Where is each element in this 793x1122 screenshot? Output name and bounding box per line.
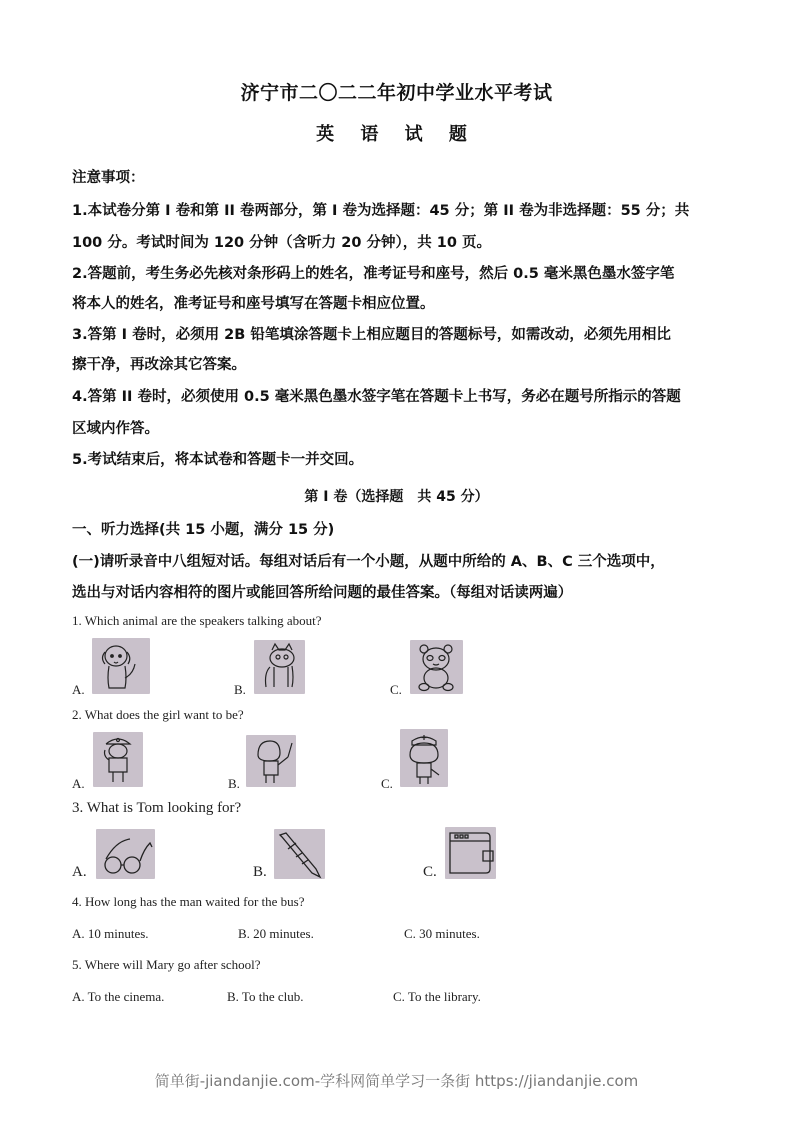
question-5-text: 5. Where will Mary go after school? <box>72 957 261 972</box>
option-label: C. <box>381 776 393 791</box>
option-label: A. 10 minutes. <box>72 926 149 941</box>
option-label: A. <box>72 776 85 791</box>
footer-watermark: 简单街-jiandanjie.com-学科网简单学习一条街 https://jiandanjie.com <box>154 1072 639 1090</box>
question-1-text: 1. Which animal are the speakers talking about? <box>72 613 322 628</box>
pen-icon[interactable] <box>274 829 325 879</box>
exam-subtitle: 英 语 试 题 <box>316 124 477 145</box>
option-label: B. <box>228 776 240 791</box>
option-label: B. To the club. <box>227 989 304 1004</box>
option-label: C. <box>423 864 437 880</box>
notice-line: 擦干净，再改涂其它答案。 <box>72 357 246 373</box>
option-label: A. To the cinema. <box>72 989 165 1004</box>
exam-title: 济宁市二〇二二年初中学业水平考试 <box>240 82 553 104</box>
notice-line: 区域内作答。 <box>72 421 159 437</box>
panda-icon[interactable] <box>410 640 463 694</box>
instruction-line: (一)请听录音中八组短对话。每组对话后有一个小题，从题中所给的 A、B、C 三个选项中， <box>72 554 665 570</box>
glasses-icon[interactable] <box>96 829 155 879</box>
notice-line: 3.答第 I 卷时，必须用 2B 铅笔填涂答题卡上相应题目的答题标号，如需改动，必须先用相比 <box>72 327 671 343</box>
notice-line: 4.答第 II 卷时，必须使用 0.5 毫米黑色墨水签字笔在答题卡上书写，务必在题号所指示的答题 <box>72 389 681 405</box>
option-label: C. <box>390 682 402 697</box>
dog-icon[interactable] <box>92 638 150 694</box>
teacher-icon[interactable] <box>246 735 296 787</box>
notice-heading: 注意事项： <box>72 170 145 186</box>
notice-line: 100 分。考试时间为 120 分钟（含听力 20 分钟），共 10 页。 <box>72 235 491 251</box>
question-2-text: 2. What does the girl want to be? <box>72 707 244 722</box>
option-label: A. <box>72 682 85 697</box>
notice-line: 1.本试卷分第 I 卷和第 II 卷两部分，第 I 卷为选择题：45 分；第 II 卷为非选择题：55 分；共 <box>72 203 690 219</box>
option-label: B. 20 minutes. <box>238 926 314 941</box>
police-officer-icon[interactable] <box>93 732 143 787</box>
nurse-icon[interactable] <box>400 729 448 787</box>
option-label: C. To the library. <box>393 989 481 1004</box>
cat-icon[interactable] <box>254 640 305 694</box>
wallet-icon[interactable] <box>445 827 496 879</box>
notice-line: 将本人的姓名，准考证号和座号填写在答题卡相应位置。 <box>72 296 435 312</box>
instruction-line: 选出与对话内容相符的图片或能回答所给问题的最佳答案。（每组对话读两遍） <box>72 585 573 601</box>
notice-line: 5.考试结束后，将本试卷和答题卡一并交回。 <box>72 452 364 468</box>
option-label: B. <box>234 682 246 697</box>
section-title: 第 I 卷（选择题 共 45 分） <box>304 489 489 505</box>
question-3-text: 3. What is Tom looking for? <box>72 800 242 816</box>
part-title: 一、听力选择(共 15 小题，满分 15 分) <box>72 522 335 538</box>
option-label: B. <box>253 864 267 880</box>
option-label: A. <box>72 864 87 880</box>
question-4-text: 4. How long has the man waited for the bus? <box>72 894 305 909</box>
notice-line: 2.答题前，考生务必先核对条形码上的姓名，准考证号和座号，然后 0.5 毫米黑色墨水签字笔 <box>72 266 675 282</box>
option-label: C. 30 minutes. <box>404 926 480 941</box>
